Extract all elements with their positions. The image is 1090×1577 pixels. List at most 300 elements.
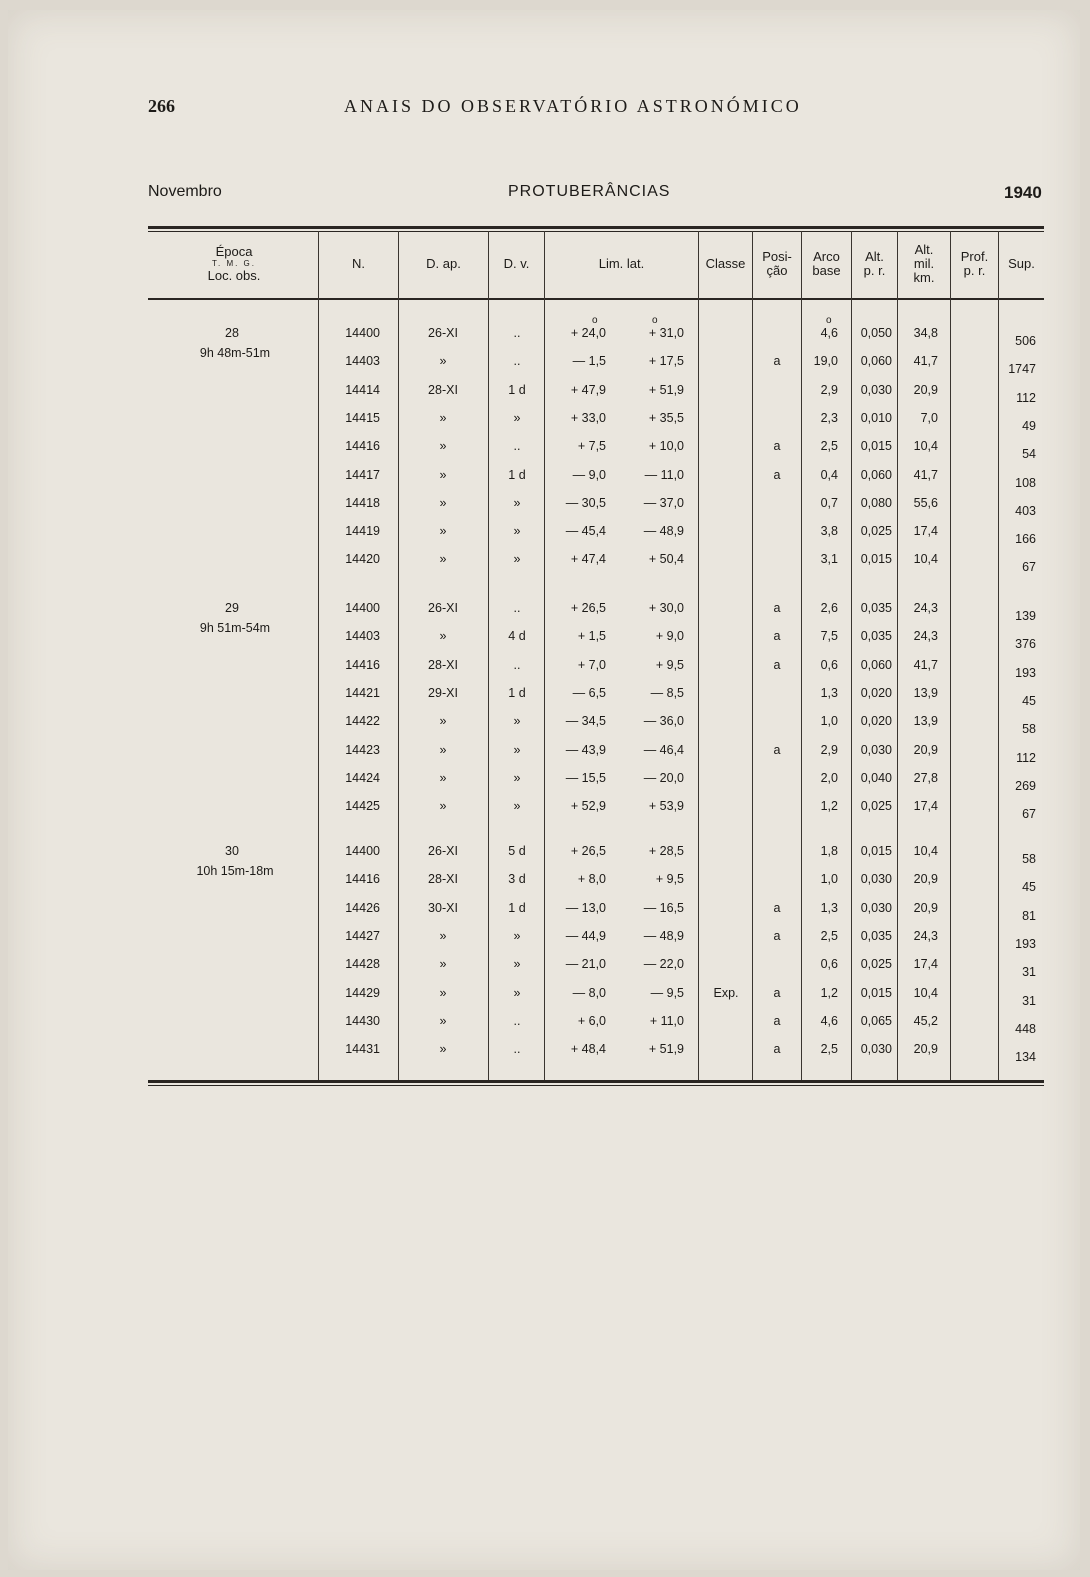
cell-pos [753, 770, 801, 786]
cell-alt: 0,025 [860, 524, 892, 539]
cell-alt: 0,015 [860, 844, 892, 858]
cell-d-v: » [513, 714, 521, 729]
cell-alt: 0,035 [860, 629, 892, 644]
cell-lat1: + 7,0 [577, 657, 606, 672]
cell-pos: a [773, 601, 781, 615]
n-label: N. [352, 256, 365, 271]
cell-arco: 1,3 [820, 685, 838, 700]
cell-n: 14431 [345, 1042, 380, 1057]
cell-d-ap: » [439, 467, 447, 482]
cell-sup: 58 [1022, 852, 1036, 866]
cell-altmil: 10,4 [913, 439, 938, 454]
cell-alt: 0,040 [860, 770, 892, 785]
cell-d-ap: » [439, 524, 447, 539]
col-header-alt-mil [898, 230, 950, 298]
cell-lat1: — 43,9 [565, 742, 606, 757]
cell-pos: a [773, 1013, 781, 1028]
epoch-time: 9h 48m-51m [199, 346, 271, 360]
cell-arco: 2,5 [820, 439, 838, 454]
epoch-time: 10h 15m-18m [196, 864, 274, 878]
cell-d-v: » [513, 410, 521, 425]
column-divider [950, 231, 951, 1080]
cell-alt: 0,030 [860, 872, 892, 887]
lim-lat-label: Lim. lat. [598, 256, 645, 271]
cell-arco: 2,5 [820, 928, 838, 943]
cell-alt: 0,065 [860, 1013, 892, 1028]
cell-lat1: + 26,5 [570, 601, 606, 615]
col-header-n [319, 230, 398, 298]
cell-d-v: .. [513, 601, 521, 615]
cell-arco: 1,0 [820, 714, 838, 729]
table-caption [148, 183, 1048, 207]
bottom-rule-thin [148, 1085, 1044, 1086]
cell-altmil: 41,7 [913, 354, 938, 369]
cell-lat1: + 7,5 [577, 439, 606, 454]
cell-arco: 2,0 [820, 770, 838, 785]
cell-lat1: + 26,5 [570, 844, 606, 858]
cell-d-v: .. [513, 439, 521, 454]
cell-lat1: — 34,5 [565, 714, 606, 729]
cell-arco: 1,2 [820, 799, 838, 814]
cell-lat2: + 51,9 [648, 382, 684, 397]
cell-classe [700, 600, 752, 616]
cell-pos: a [773, 985, 781, 1000]
cell-sup: 45 [1022, 880, 1036, 895]
column-divider [998, 231, 999, 1080]
cell-arco: 4,6 [820, 1013, 838, 1028]
journal-title: ANAIS DO OBSERVATÓRIO ASTRONÓMICO [344, 96, 802, 116]
cell-classe [700, 551, 752, 567]
cell-altmil: 17,4 [913, 799, 938, 814]
cell-classe [700, 900, 752, 916]
cell-altmil: 20,9 [913, 900, 938, 915]
cell-classe [700, 685, 752, 701]
cell-alt: 0,035 [860, 928, 892, 943]
cell-lat2: — 46,4 [643, 742, 684, 757]
cell-d-ap: 26-XI [428, 326, 458, 340]
cell-alt: 0,015 [860, 439, 892, 454]
cell-altmil: 41,7 [913, 467, 938, 482]
cell-altmil: 20,9 [913, 382, 938, 397]
cell-alt: 0,035 [860, 601, 892, 615]
cell-classe [700, 843, 752, 859]
cell-classe [700, 628, 752, 644]
cell-d-ap: » [439, 629, 447, 644]
epoch-time: 9h 51m-54m [199, 621, 271, 635]
cell-alt: 0,080 [860, 495, 892, 510]
cell-n: 14416 [345, 439, 380, 454]
epoch-day: 28 [225, 326, 239, 340]
degree-marker: o [592, 315, 598, 326]
cell-classe: Exp. [713, 985, 739, 1000]
cell-sup: 448 [1015, 1021, 1036, 1036]
cell-arco: 2,3 [820, 410, 838, 425]
cell-classe [700, 956, 752, 972]
cell-classe [700, 1041, 752, 1057]
cell-lat1: + 52,9 [570, 799, 606, 814]
cell-classe [700, 495, 752, 511]
cell-sup: 166 [1015, 532, 1036, 547]
cell-sup: 134 [1015, 1050, 1036, 1065]
cell-sup: 193 [1015, 665, 1036, 680]
cell-d-ap: » [439, 1042, 447, 1057]
cell-n: 14425 [345, 799, 380, 814]
cell-altmil: 20,9 [913, 742, 938, 757]
epoch-day: 29 [225, 601, 239, 615]
page-number: 266 [148, 96, 175, 116]
cell-altmil: 20,9 [913, 1042, 938, 1057]
cell-n: 14421 [345, 685, 380, 700]
cell-classe [700, 657, 752, 673]
cell-d-v: 3 d [508, 872, 526, 887]
cell-pos: a [773, 657, 781, 672]
section-title: PROTUBERÂNCIAS [508, 183, 671, 200]
cell-n: 14400 [345, 326, 380, 340]
cell-lat1: — 1,5 [572, 354, 606, 369]
cell-d-ap: » [439, 742, 447, 757]
cell-sup: 108 [1015, 475, 1036, 490]
cell-lat2: + 28,5 [648, 844, 684, 858]
cell-classe [700, 467, 752, 483]
cell-d-ap: » [439, 410, 447, 425]
cell-lat2: + 17,5 [648, 354, 684, 369]
cell-d-v: .. [513, 326, 521, 340]
cell-d-v: 1 d [508, 382, 526, 397]
cell-alt: 0,025 [860, 957, 892, 972]
cell-d-v: » [513, 799, 521, 814]
col-header-arco [802, 230, 851, 298]
col-header-d-v [489, 230, 544, 298]
cell-altmil: 20,9 [913, 872, 938, 887]
cell-d-ap: » [439, 770, 447, 785]
cell-d-v: » [513, 524, 521, 539]
cell-d-ap: » [439, 552, 447, 567]
cell-lat1: — 45,4 [565, 524, 606, 539]
cell-d-v: » [513, 957, 521, 972]
cell-arco: 2,9 [820, 382, 838, 397]
cell-alt: 0,030 [860, 742, 892, 757]
cell-alt: 0,015 [860, 985, 892, 1000]
cell-altmil: 13,9 [913, 685, 938, 700]
cell-alt: 0,020 [860, 685, 892, 700]
col-header-sup [999, 230, 1044, 298]
col-header-epoca [150, 230, 318, 298]
cell-lat1: — 9,0 [572, 467, 606, 482]
cell-sup: 112 [1016, 750, 1036, 765]
prof-label-2: p. r. [963, 263, 986, 278]
cell-arco: 7,5 [820, 629, 838, 644]
cell-n: 14420 [345, 552, 380, 567]
column-divider [398, 231, 399, 1080]
cell-sup: 45 [1022, 693, 1036, 708]
month-label: Novembro [148, 183, 222, 200]
cell-pos [753, 410, 801, 426]
cell-pos [753, 325, 801, 341]
cell-arco: 0,4 [820, 467, 838, 482]
cell-lat2: + 31,0 [648, 326, 684, 340]
cell-classe [700, 798, 752, 814]
page-header [148, 96, 1048, 120]
cell-n: 14416 [345, 657, 380, 672]
cell-sup: 1747 [1008, 362, 1036, 377]
cell-lat2: — 48,9 [643, 928, 684, 943]
d-ap-label: D. ap. [426, 256, 461, 271]
cell-sup: 31 [1022, 993, 1036, 1008]
cell-sup: 31 [1022, 965, 1036, 980]
cell-d-ap: 29-XI [428, 685, 458, 700]
col-header-prof [951, 230, 998, 298]
cell-d-ap: » [439, 957, 447, 972]
cell-lat2: + 9,5 [655, 872, 684, 887]
posicao-label-1: Posi- [762, 249, 792, 264]
cell-alt: 0,030 [860, 382, 892, 397]
cell-alt: 0,030 [860, 900, 892, 915]
cell-lat2: + 51,9 [648, 1042, 684, 1057]
cell-n: 14400 [345, 844, 380, 858]
cell-d-ap: » [439, 1013, 447, 1028]
col-header-d-ap [399, 230, 488, 298]
cell-lat2: — 9,5 [650, 985, 684, 1000]
cell-lat2: — 16,5 [643, 900, 684, 915]
cell-altmil: 24,3 [913, 601, 938, 615]
cell-arco: 1,3 [820, 900, 838, 915]
cell-classe [700, 928, 752, 944]
cell-lat2: + 9,0 [655, 629, 684, 644]
cell-altmil: 41,7 [913, 657, 938, 672]
cell-lat1: + 6,0 [577, 1013, 606, 1028]
cell-d-ap: » [439, 799, 447, 814]
cell-n: 14430 [345, 1013, 380, 1028]
cell-n: 14427 [345, 928, 380, 943]
cell-alt: 0,060 [860, 467, 892, 482]
cell-altmil: 45,2 [913, 1013, 938, 1028]
cell-d-v: 1 d [508, 685, 526, 700]
cell-alt: 0,025 [860, 799, 892, 814]
cell-pos [753, 382, 801, 398]
cell-arco: 1,0 [820, 872, 838, 887]
cell-pos [753, 798, 801, 814]
cell-sup: 193 [1015, 936, 1036, 951]
prof-label-1: Prof. [960, 249, 989, 264]
col-header-posicao [753, 230, 801, 298]
cell-altmil: 24,3 [913, 928, 938, 943]
cell-arco: 0,6 [820, 957, 838, 972]
cell-d-v: 5 d [508, 844, 526, 858]
cell-arco: 2,5 [820, 1042, 838, 1057]
cell-lat2: — 36,0 [643, 714, 684, 729]
cell-altmil: 55,6 [913, 495, 938, 510]
cell-n: 14419 [345, 524, 380, 539]
cell-lat2: — 11,0 [644, 467, 684, 482]
cell-lat1: — 13,0 [565, 900, 606, 915]
column-divider [698, 231, 699, 1080]
cell-altmil: 27,8 [913, 770, 938, 785]
cell-lat1: — 15,5 [565, 770, 606, 785]
posicao-label-2: ção [766, 263, 788, 278]
cell-classe [700, 523, 752, 539]
cell-lat2: — 22,0 [643, 957, 684, 972]
cell-classe [700, 353, 752, 369]
cell-lat1: + 47,9 [570, 382, 606, 397]
cell-d-v: 1 d [508, 467, 526, 482]
cell-sup: 54 [1022, 447, 1036, 462]
cell-lat1: + 48,4 [570, 1042, 606, 1057]
col-header-classe [699, 230, 752, 298]
cell-lat2: — 20,0 [643, 770, 684, 785]
cell-d-v: » [513, 928, 521, 943]
cell-altmil: 17,4 [913, 957, 938, 972]
cell-lat2: + 30,0 [648, 601, 684, 615]
cell-pos: a [773, 354, 781, 369]
cell-n: 14422 [345, 714, 380, 729]
cell-pos: a [773, 928, 781, 943]
arco-label-2: base [812, 263, 841, 278]
cell-pos [753, 713, 801, 729]
cell-d-ap: » [439, 495, 447, 510]
cell-arco: 4,6 [820, 326, 838, 340]
cell-n: 14403 [345, 354, 380, 369]
cell-lat2: — 48,9 [643, 524, 684, 539]
cell-pos: a [773, 439, 781, 454]
cell-alt: 0,050 [860, 326, 892, 340]
header-rule [148, 298, 1044, 300]
cell-sup: 112 [1016, 390, 1036, 405]
cell-sup: 139 [1015, 609, 1036, 623]
cell-lat2: — 37,0 [643, 495, 684, 510]
cell-n: 14426 [345, 900, 380, 915]
cell-classe [700, 742, 752, 758]
cell-arco: 0,7 [820, 495, 838, 510]
cell-sup: 376 [1015, 637, 1036, 652]
cell-d-ap: 28-XI [428, 382, 458, 397]
cell-n: 14415 [345, 410, 380, 425]
cell-d-v: 4 d [508, 629, 526, 644]
cell-classe [700, 325, 752, 341]
cell-d-ap: 28-XI [428, 657, 458, 672]
col-header-lim-lat [545, 230, 698, 298]
cell-pos [753, 523, 801, 539]
cell-arco: 0,6 [820, 657, 838, 672]
column-divider [318, 231, 319, 1080]
cell-sup: 269 [1015, 778, 1036, 793]
cell-sup: 403 [1015, 503, 1036, 518]
cell-arco: 1,8 [820, 844, 838, 858]
cell-n: 14418 [345, 495, 380, 510]
cell-n: 14423 [345, 742, 380, 757]
cell-d-ap: » [439, 439, 447, 454]
cell-lat1: — 8,0 [572, 985, 606, 1000]
d-v-label: D. v. [503, 256, 530, 271]
sup-label: Sup. [1008, 256, 1035, 271]
cell-sup: 49 [1022, 418, 1036, 433]
epoch-day: 30 [225, 844, 239, 858]
cell-n: 14417 [345, 467, 380, 482]
cell-lat2: + 35,5 [648, 410, 684, 425]
alt-label-1: Alt. [865, 249, 884, 264]
cell-lat2: + 53,9 [648, 799, 684, 814]
loc-obs-label: Loc. obs. [207, 268, 261, 283]
cell-d-ap: 26-XI [428, 601, 458, 615]
cell-n: 14400 [345, 601, 380, 615]
cell-sup: 67 [1022, 560, 1036, 575]
cell-classe [700, 410, 752, 426]
cell-classe [700, 871, 752, 887]
cell-classe [700, 1013, 752, 1029]
cell-pos [753, 495, 801, 511]
cell-pos: a [773, 1042, 781, 1057]
cell-classe [700, 713, 752, 729]
cell-pos: a [773, 629, 781, 644]
cell-pos: a [773, 742, 781, 757]
cell-d-v: 1 d [508, 900, 526, 915]
cell-classe [700, 438, 752, 454]
cell-n: 14403 [345, 629, 380, 644]
cell-lat2: — 8,5 [650, 685, 684, 700]
cell-altmil: 10,4 [913, 552, 938, 567]
cell-d-ap: 30-XI [428, 900, 458, 915]
cell-lat2: + 9,5 [655, 657, 684, 672]
cell-sup: 81 [1022, 908, 1036, 923]
arco-label-1: Arco [813, 249, 840, 264]
alt-mil-label-1: Alt. [914, 242, 934, 257]
cell-pos [753, 843, 801, 859]
cell-pos [753, 871, 801, 887]
cell-lat2: + 10,0 [648, 439, 684, 454]
cell-d-ap: 26-XI [428, 844, 458, 858]
epoca-label: Época [215, 244, 253, 259]
cell-lat1: + 24,0 [570, 326, 606, 340]
cell-altmil: 34,8 [913, 326, 938, 340]
cell-pos [753, 685, 801, 701]
year-label: 1940 [1004, 183, 1042, 202]
alt-mil-label-3: km. [913, 270, 935, 285]
cell-lat1: — 30,5 [565, 495, 606, 510]
cell-pos: a [773, 467, 781, 482]
cell-n: 14429 [345, 985, 380, 1000]
cell-d-v: » [513, 495, 521, 510]
column-divider [544, 231, 545, 1080]
cell-alt: 0,015 [860, 552, 892, 567]
cell-lat1: + 47,4 [570, 552, 606, 567]
cell-altmil: 13,9 [913, 714, 938, 729]
cell-d-v: » [513, 770, 521, 785]
cell-alt: 0,020 [860, 714, 892, 729]
bottom-rule [148, 1080, 1044, 1083]
degree-marker: o [652, 315, 658, 326]
cell-d-v: .. [513, 657, 521, 672]
cell-arco: 2,6 [820, 601, 838, 615]
cell-arco: 1,2 [820, 985, 838, 1000]
cell-d-v: » [513, 742, 521, 757]
cell-classe [700, 770, 752, 786]
cell-alt: 0,060 [860, 354, 892, 369]
cell-d-v: » [513, 985, 521, 1000]
cell-altmil: 10,4 [913, 985, 938, 1000]
alt-label-2: p. r. [863, 263, 886, 278]
cell-d-v: .. [513, 1042, 521, 1057]
cell-d-v: » [513, 552, 521, 567]
cell-d-ap: » [439, 354, 447, 369]
cell-sup: 58 [1022, 722, 1036, 737]
cell-sup: 506 [1015, 334, 1036, 348]
cell-d-ap: » [439, 714, 447, 729]
cell-lat1: — 44,9 [565, 928, 606, 943]
cell-d-v: .. [513, 354, 521, 369]
cell-lat1: + 1,5 [577, 629, 606, 644]
cell-d-ap: » [439, 928, 447, 943]
cell-classe [700, 382, 752, 398]
cell-altmil: 17,4 [913, 524, 938, 539]
